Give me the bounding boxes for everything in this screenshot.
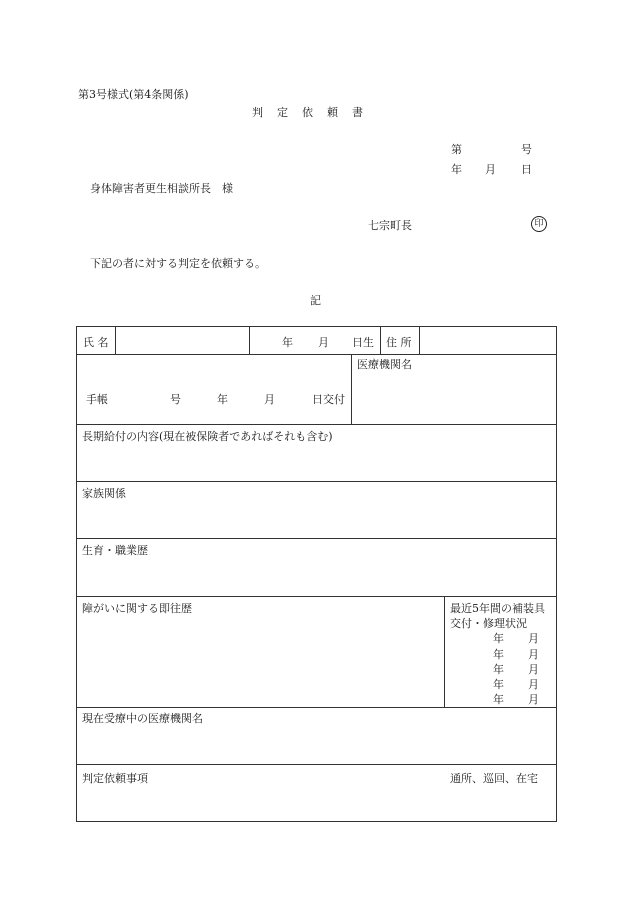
- request-items-label: 判定依頼事項: [82, 772, 148, 785]
- disability-history-label: 障がいに関する即往歴: [82, 602, 192, 615]
- birth-year-label: 年: [282, 336, 293, 349]
- body-text: 下記の者に対する判定を依頼する。: [90, 257, 266, 270]
- form-number: 第3号様式(第4条関係): [78, 88, 189, 101]
- issue-month-label: 月: [264, 393, 275, 406]
- addressee: 身体障害者更生相談所長 様: [90, 182, 233, 195]
- visit-types-label: 通所、巡回、在宅: [450, 772, 538, 785]
- issue-day-label: 日交付: [312, 393, 345, 406]
- date-day: 日: [521, 163, 532, 176]
- date-year: 年: [451, 163, 462, 176]
- birth-day-label: 日生: [352, 336, 374, 349]
- name-label: 氏 名: [83, 336, 109, 349]
- long-term-benefits-label: 長期給付の内容(現在被保険者であればそれも含む): [82, 430, 333, 443]
- document-title: 判定依頼書: [252, 106, 377, 119]
- date-month: 月: [485, 163, 496, 176]
- handbook-number-label: 号: [170, 393, 181, 406]
- equipment-year-label: 年: [493, 678, 504, 691]
- recent-equipment-label-2: 交付・修理状況: [450, 617, 527, 630]
- handbook-label: 手帳: [86, 393, 108, 406]
- doc-number-prefix: 第: [451, 143, 462, 156]
- family-label: 家族関係: [82, 487, 126, 500]
- equipment-year-label: 年: [493, 632, 504, 645]
- equipment-year-label: 年: [493, 648, 504, 661]
- sender: 七宗町長: [368, 219, 412, 232]
- issue-year-label: 年: [217, 393, 228, 406]
- recent-equipment-label-1: 最近5年間の補装具: [450, 602, 545, 615]
- doc-number-suffix: 号: [521, 143, 532, 156]
- equipment-month-label: 月: [528, 632, 539, 645]
- equipment-year-label: 年: [493, 693, 504, 706]
- birth-month-label: 月: [318, 336, 329, 349]
- current-medical-label: 現在受療中の医療機関名: [82, 712, 203, 725]
- upbringing-label: 生育・職業歴: [82, 544, 148, 557]
- equipment-month-label: 月: [528, 678, 539, 691]
- medical-institution-label: 医療機関名: [357, 358, 412, 371]
- seal-mark-icon: 印: [531, 216, 547, 232]
- equipment-month-label: 月: [528, 648, 539, 661]
- address-label: 住 所: [386, 336, 412, 349]
- note-heading: 記: [310, 294, 321, 307]
- equipment-month-label: 月: [528, 693, 539, 706]
- equipment-year-label: 年: [493, 663, 504, 676]
- equipment-month-label: 月: [528, 663, 539, 676]
